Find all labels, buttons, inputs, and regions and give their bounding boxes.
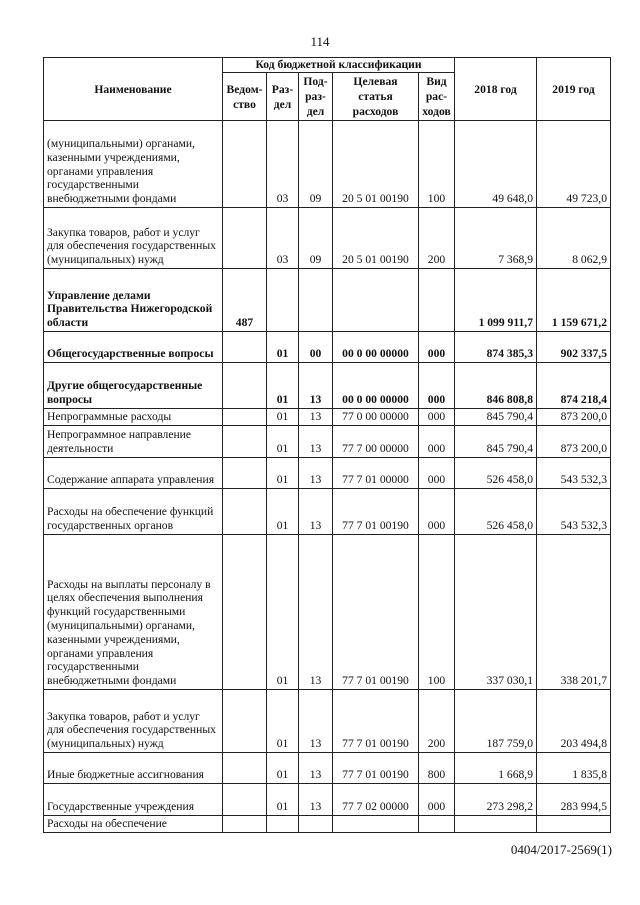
row-razdel: 03: [267, 121, 299, 208]
row-2018: 1 668,9: [455, 753, 537, 784]
row-razdel: 01: [267, 753, 299, 784]
row-podrazdel: 13: [299, 426, 333, 458]
row-tselevaya: 77 7 01 00190: [333, 690, 419, 753]
row-tselevaya: [333, 816, 419, 833]
row-razdel: 01: [267, 535, 299, 690]
row-vid: 000: [419, 363, 455, 409]
row-name: Расходы на обеспечение: [44, 816, 223, 833]
row-vid: 800: [419, 753, 455, 784]
header-2019: 2019 год: [537, 58, 611, 121]
row-2018: 845 790,4: [455, 409, 537, 426]
row-podrazdel: 09: [299, 121, 333, 208]
row-name: Расходы на выплаты персоналу в целях обеспечения выполнения функций государственными (муниципальными) органами, казенными учреждениями, органами управления государственными внебюджетными фондами: [44, 535, 223, 690]
row-ved: [223, 208, 267, 269]
row-name: Содержание аппарата управления: [44, 458, 223, 489]
table-row: [44, 426, 611, 458]
row-razdel: 01: [267, 363, 299, 409]
row-name: Другие общегосударственные вопросы: [44, 363, 223, 409]
row-name: Государственные учреждения: [44, 784, 223, 816]
row-2018: 874 385,3: [455, 332, 537, 363]
row-vid: 000: [419, 426, 455, 458]
row-podrazdel: 13: [299, 784, 333, 816]
row-podrazdel: 13: [299, 690, 333, 753]
row-tselevaya: 77 7 01 00190: [333, 489, 419, 535]
row-ved: [223, 784, 267, 816]
row-2018: 845 790,4: [455, 426, 537, 458]
row-name: Закупка товаров, работ и услуг для обеспечения государственных (муниципальных) нужд: [44, 690, 223, 753]
row-podrazdel: 13: [299, 409, 333, 426]
row-name: Иные бюджетные ассигнования: [44, 753, 223, 784]
row-name: Непрограммное направление деятельности: [44, 426, 223, 458]
row-podrazdel: 09: [299, 208, 333, 269]
row-podrazdel: 13: [299, 489, 333, 535]
table-row: [44, 121, 611, 208]
row-ved: [223, 121, 267, 208]
row-tselevaya: 77 7 01 00000: [333, 458, 419, 489]
row-razdel: 01: [267, 458, 299, 489]
row-tselevaya: 77 7 01 00190: [333, 753, 419, 784]
row-2019: 874 218,4: [537, 363, 611, 409]
row-2018: 7 368,9: [455, 208, 537, 269]
row-2019: [537, 816, 611, 833]
row-2019: 338 201,7: [537, 535, 611, 690]
header-tselevaya: Целевая статья расходов: [333, 73, 419, 121]
row-podrazdel: [299, 816, 333, 833]
row-ved: 487: [223, 269, 267, 332]
row-tselevaya: 77 7 01 00190: [333, 535, 419, 690]
table-row: [44, 332, 611, 363]
row-tselevaya: 77 7 00 00000: [333, 426, 419, 458]
row-podrazdel: 13: [299, 535, 333, 690]
header-2018: 2018 год: [455, 58, 537, 121]
row-vid: [419, 269, 455, 332]
row-razdel: 01: [267, 426, 299, 458]
row-razdel: 01: [267, 690, 299, 753]
row-ved: [223, 753, 267, 784]
page-number: 114: [310, 34, 330, 49]
table-row: [44, 409, 611, 426]
row-razdel: [267, 269, 299, 332]
row-2018: 49 648,0: [455, 121, 537, 208]
row-name: Управление делами Правительства Нижегородской области: [44, 269, 223, 332]
row-tselevaya: 00 0 00 00000: [333, 363, 419, 409]
header-row: [44, 58, 611, 73]
row-vid: 000: [419, 332, 455, 363]
row-vid: 100: [419, 121, 455, 208]
row-podrazdel: 13: [299, 363, 333, 409]
row-2018: 846 808,8: [455, 363, 537, 409]
row-podrazdel: [299, 269, 333, 332]
header-code-group: Код бюджетной классификации: [223, 58, 455, 73]
row-name: Непрограммные расходы: [44, 409, 223, 426]
row-ved: [223, 816, 267, 833]
row-2018: 526 458,0: [455, 489, 537, 535]
row-2019: 543 532,3: [537, 489, 611, 535]
table-row: [44, 363, 611, 409]
row-2018: 337 030,1: [455, 535, 537, 690]
row-2019: 1 159 671,2: [537, 269, 611, 332]
row-ved: [223, 535, 267, 690]
row-2019: 203 494,8: [537, 690, 611, 753]
row-vid: 000: [419, 784, 455, 816]
table-row: [44, 690, 611, 753]
row-name: (муниципальными) органами, казенными учреждениями, органами управления государственными внебюджетными фондами: [44, 121, 223, 208]
row-2018: 1 099 911,7: [455, 269, 537, 332]
row-razdel: 01: [267, 409, 299, 426]
row-ved: [223, 363, 267, 409]
row-tselevaya: 77 0 00 00000: [333, 409, 419, 426]
table-row: [44, 269, 611, 332]
row-2019: 873 200,0: [537, 426, 611, 458]
header-ved: Ведом- ство: [223, 73, 267, 121]
table-row: [44, 816, 611, 833]
row-razdel: [267, 816, 299, 833]
row-vid: [419, 816, 455, 833]
row-tselevaya: 20 5 01 00190: [333, 208, 419, 269]
row-tselevaya: 77 7 02 00000: [333, 784, 419, 816]
header-razdel: Раз- дел: [267, 73, 299, 121]
document-code: 0404/2017-2569(1): [510, 842, 612, 857]
row-2019: 543 532,3: [537, 458, 611, 489]
row-podrazdel: 00: [299, 332, 333, 363]
table-row: [44, 784, 611, 816]
header-podrazdel: Под- раз- дел: [299, 73, 333, 121]
row-2019: 1 835,8: [537, 753, 611, 784]
row-razdel: 01: [267, 332, 299, 363]
row-razdel: 01: [267, 784, 299, 816]
row-2019: 8 062,9: [537, 208, 611, 269]
row-podrazdel: 13: [299, 753, 333, 784]
row-ved: [223, 426, 267, 458]
row-ved: [223, 409, 267, 426]
row-2019: 283 994,5: [537, 784, 611, 816]
row-ved: [223, 458, 267, 489]
table-row: [44, 208, 611, 269]
table-row: [44, 753, 611, 784]
table-row: [44, 489, 611, 535]
row-razdel: 01: [267, 489, 299, 535]
row-2019: 873 200,0: [537, 409, 611, 426]
row-tselevaya: 00 0 00 00000: [333, 332, 419, 363]
header-vid: Вид рас- ходов: [419, 73, 455, 121]
row-vid: 200: [419, 690, 455, 753]
table-row: [44, 535, 611, 690]
row-vid: 200: [419, 208, 455, 269]
row-vid: 000: [419, 458, 455, 489]
row-ved: [223, 690, 267, 753]
row-name: Расходы на обеспечение функций государственных органов: [44, 489, 223, 535]
row-name: Общегосударственные вопросы: [44, 332, 223, 363]
row-tselevaya: [333, 269, 419, 332]
row-2018: 273 298,2: [455, 784, 537, 816]
row-vid: 000: [419, 489, 455, 535]
row-2019: 49 723,0: [537, 121, 611, 208]
row-tselevaya: 20 5 01 00190: [333, 121, 419, 208]
row-podrazdel: 13: [299, 458, 333, 489]
row-vid: 100: [419, 535, 455, 690]
row-2018: [455, 816, 537, 833]
row-2018: 526 458,0: [455, 458, 537, 489]
budget-table: [43, 57, 611, 833]
table-row: [44, 458, 611, 489]
row-2019: 902 337,5: [537, 332, 611, 363]
row-vid: 000: [419, 409, 455, 426]
row-2018: 187 759,0: [455, 690, 537, 753]
row-ved: [223, 489, 267, 535]
row-razdel: 03: [267, 208, 299, 269]
row-name: Закупка товаров, работ и услуг для обеспечения государственных (муниципальных) нужд: [44, 208, 223, 269]
row-ved: [223, 332, 267, 363]
header-name: Наименование: [44, 58, 223, 121]
